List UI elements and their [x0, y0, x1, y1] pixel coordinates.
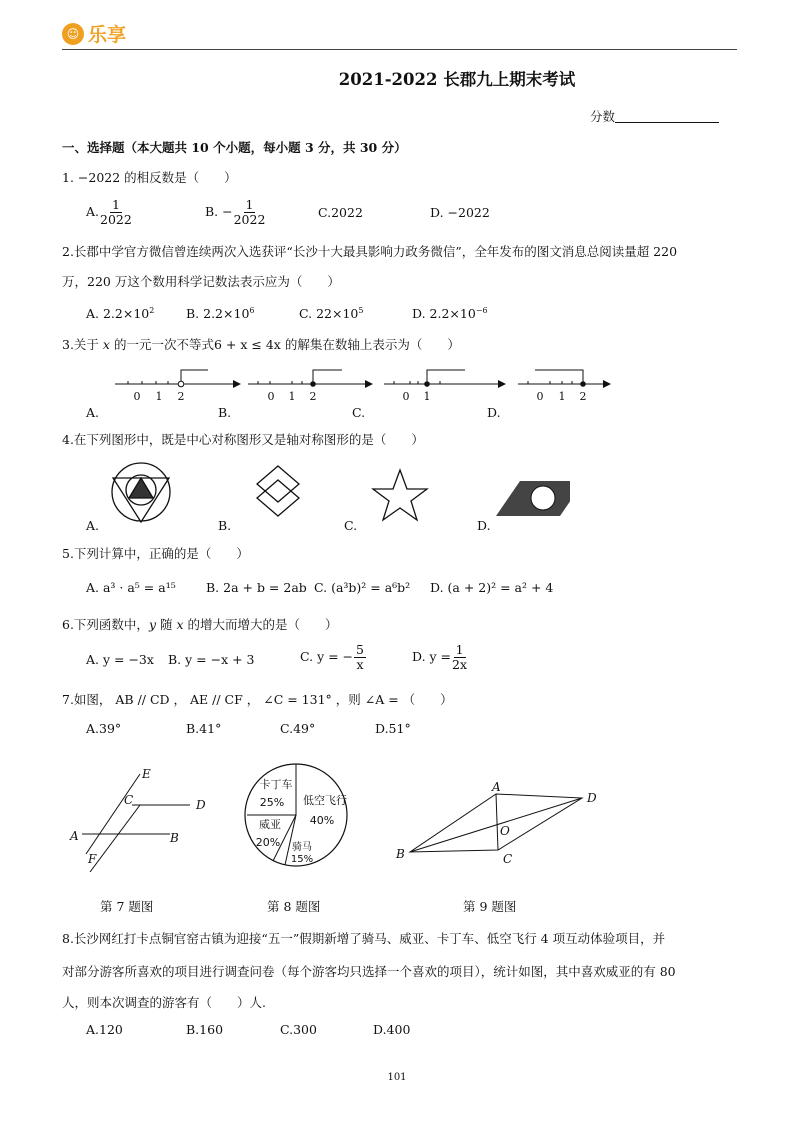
score-blank [615, 110, 719, 123]
q8-option-c: C.300 [280, 1022, 317, 1037]
q2-option-b: B. $2.2\times 10^6$ [186, 306, 255, 321]
question-5: 5.下列计算中，正确的是（ ） [62, 546, 249, 561]
tick-label: 2 [177, 390, 185, 403]
slice-value: 25% [259, 796, 285, 809]
question-6: 6.下列函数中，y 随 x 的增大而增大的是（ ） [62, 617, 338, 632]
q6-option-b: B. y = −x + 3 [168, 652, 255, 667]
tick-label: 2 [579, 390, 587, 403]
q7-option-b: B.41° [186, 721, 222, 736]
slice-label: 低空飞行 [303, 794, 347, 807]
question-4: 4.在下列图形中，既是中心对称图形又是轴对称图形的是（ ） [62, 432, 424, 447]
point-label: A [70, 829, 79, 843]
figure-7-caption: 第 7 题图 [100, 899, 154, 914]
point-label: F [88, 852, 97, 866]
brand-logo [62, 20, 126, 47]
closed-point [580, 381, 586, 387]
figure-a [112, 463, 170, 522]
question-2-line1: 2.长郡中学官方微信曾连续两次入选获评“长沙十大最具影响力政务微信”，全年发布的图文消息总阅读量超 220 [62, 244, 678, 259]
q8-option-a: A.120 [86, 1022, 123, 1037]
q4-label-b: B. [218, 518, 232, 533]
point-label: E [142, 767, 151, 781]
closed-point [424, 381, 430, 387]
tick-label: 1 [558, 390, 566, 403]
figure-c [373, 470, 427, 520]
q5-option-b: B. 2a + b = 2ab [206, 580, 307, 595]
tick-label: 0 [267, 390, 275, 403]
q5-option-a: A. a³ · a⁵ = a¹⁵ [86, 580, 176, 595]
figure-9 [390, 778, 610, 868]
closed-point [310, 381, 316, 387]
q4-label-c: C. [344, 518, 358, 533]
q4-label-d: D. [477, 518, 491, 533]
q2-option-d: D. $2.2\times 10^{-6}$ [412, 306, 488, 321]
q7-option-d: D.51° [375, 721, 411, 736]
figure-8-pie [240, 760, 360, 870]
q3-label-b: B. [218, 405, 232, 420]
figure-d [496, 481, 570, 516]
score-label: 分数 [590, 109, 616, 124]
point-label: C [124, 793, 134, 807]
q8-option-b: B.160 [186, 1022, 224, 1037]
figure-9-caption: 第 9 题图 [463, 899, 517, 914]
q1-option-c: C.2022 [318, 205, 363, 220]
slice-label: 卡丁车 [259, 778, 293, 791]
q5-option-c: C. (a³b)² = a⁶b² [314, 580, 411, 595]
slice-value: 40% [309, 814, 335, 827]
page-title: 2021-2022 长郡九上期末考试 [338, 70, 576, 89]
q6-option-a: A. y = −3x [86, 652, 154, 667]
point-label: D [587, 791, 597, 805]
tick-label: 1 [423, 390, 431, 403]
question-3: 3.关于 x 的一元一次不等式6 + x ≤ 4x 的解集在数轴上表示为（ ） [62, 337, 460, 352]
q3-label-a: A. [86, 405, 100, 420]
question-2-line2: 万，220 万这个数用科学记数法表示应为（ ） [62, 274, 340, 289]
question-8-line3: 人，则本次调查的游客有（ ）人. [62, 995, 266, 1010]
figure-8-caption: 第 8 题图 [267, 899, 321, 914]
tick-label: 0 [536, 390, 544, 403]
point-label: B [396, 847, 405, 861]
slice-value: 15% [290, 854, 314, 865]
slice-value: 20% [255, 836, 281, 849]
brand-name: 乐享 [88, 24, 127, 46]
question-7: 7.如图， AB // CD ， AE // CF ， ∠C = 131° ，则 ∠A = （ ） [62, 692, 453, 707]
q2-option-c: C. $22\times 10^5$ [299, 306, 364, 321]
question-1: 1. −2022 的相反数是（ ） [62, 170, 237, 185]
q4-label-a: A. [86, 518, 100, 533]
q6-option-d: D. y = $\frac{1}{2x}$ [412, 642, 468, 672]
q7-option-c: C.49° [280, 721, 316, 736]
q1-option-a: A. $\frac{1}{2022}$ [86, 197, 132, 227]
q4-figures [100, 462, 570, 524]
tick-label: 0 [133, 390, 141, 403]
q6-option-c: C. y = − $\frac{5}{x}$ [300, 642, 364, 672]
tick-label: 1 [155, 390, 163, 403]
q1-option-d: D. −2022 [430, 205, 490, 220]
q7-option-a: A.39° [86, 721, 122, 736]
tick-label: 2 [309, 390, 317, 403]
slice-label: 威亚 [259, 818, 281, 831]
point-label: A [492, 780, 501, 794]
tick-label: 0 [402, 390, 410, 403]
q3-label-d: D. [487, 405, 501, 420]
question-8-line2: 对部分游客所喜欢的项目进行调查问卷（每个游客均只选择一个喜欢的项目），统计如图，其中喜欢威亚的有 80 [62, 964, 676, 979]
tick-label: 1 [288, 390, 296, 403]
score-field [590, 107, 719, 125]
slice-label: 骑马 [292, 842, 312, 853]
point-label: C [503, 852, 513, 866]
point-label: B [170, 831, 179, 845]
question-8-line1: 8.长沙网红打卡点铜官窑古镇为迎接“五一”假期新增了骑马、威亚、卡丁车、低空飞行 4 项互动体验项目，并 [62, 931, 666, 946]
q8-option-d: D.400 [373, 1022, 411, 1037]
header-divider [62, 49, 737, 50]
q2-option-a: A. $2.2\times 10^2$ [86, 306, 155, 321]
q1-option-b: B. − $\frac{1}{2022}$ [205, 197, 266, 227]
figure-7 [60, 762, 230, 872]
open-point [178, 381, 184, 387]
point-label: D [196, 798, 206, 812]
q3-label-c: C. [352, 405, 366, 420]
logo-icon: ☺ [62, 23, 84, 45]
section-heading: 一、选择题（本大题共 10 个小题，每小题 3 分，共 30 分） [62, 140, 407, 155]
q5-option-d: D. (a + 2)² = a² + 4 [430, 580, 554, 595]
page-number: 101 [387, 1072, 407, 1083]
figure-b [257, 466, 299, 516]
point-label: O [500, 824, 510, 838]
